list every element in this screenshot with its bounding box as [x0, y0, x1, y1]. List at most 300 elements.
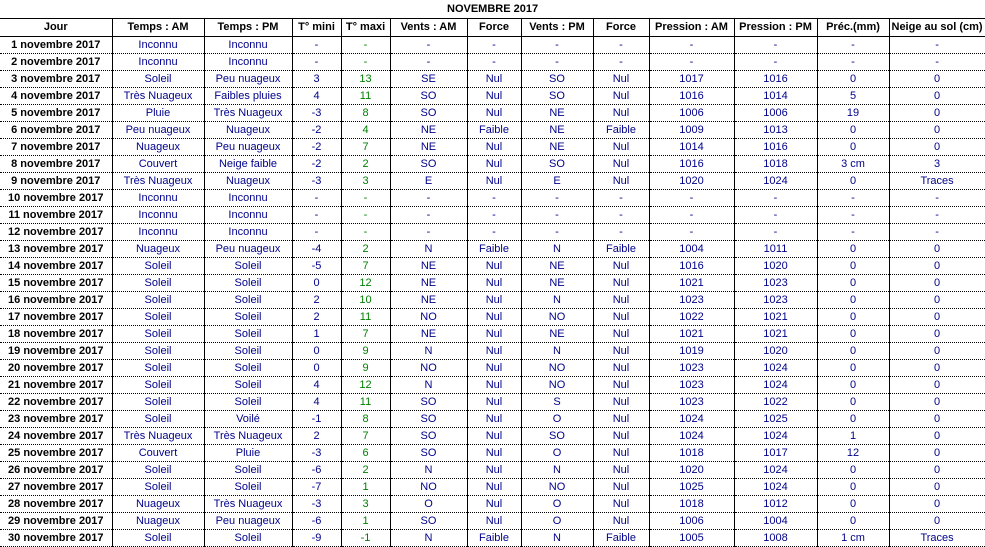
cell-weather-am: Très Nuageux [112, 88, 204, 105]
table-row [0, 173, 985, 190]
cell-pressure-am: 1023 [649, 292, 734, 309]
cell-wind-am: SO [390, 88, 467, 105]
cell-pressure-pm: 1025 [734, 411, 817, 428]
cell-precip: 0 [817, 139, 889, 156]
table-row [0, 71, 985, 88]
cell-weather-am: Nuageux [112, 496, 204, 513]
cell-wind-am: NE [390, 326, 467, 343]
cell-day: 17 novembre 2017 [0, 309, 112, 326]
cell-snow: 0 [889, 496, 985, 513]
cell-force-pm: - [593, 207, 649, 224]
column-header-force-am: Force [467, 19, 521, 37]
cell-force-pm: Nul [593, 258, 649, 275]
cell-force-am: Nul [467, 496, 521, 513]
cell-pressure-am: 1006 [649, 513, 734, 530]
table-row [0, 275, 985, 292]
cell-wind-pm: N [521, 462, 593, 479]
cell-weather-pm: Soleil [204, 309, 292, 326]
cell-pressure-am: 1022 [649, 309, 734, 326]
cell-wind-am: E [390, 173, 467, 190]
cell-temp-min: -3 [292, 105, 341, 122]
cell-snow: 0 [889, 479, 985, 496]
cell-temp-max: - [341, 37, 390, 54]
cell-force-pm: Nul [593, 479, 649, 496]
cell-day: 2 novembre 2017 [0, 54, 112, 71]
cell-temp-min: -4 [292, 241, 341, 258]
cell-precip: 0 [817, 122, 889, 139]
cell-weather-am: Nuageux [112, 513, 204, 530]
cell-weather-pm: Très Nuageux [204, 105, 292, 122]
cell-wind-am: - [390, 37, 467, 54]
cell-day: 8 novembre 2017 [0, 156, 112, 173]
cell-force-pm: Nul [593, 275, 649, 292]
cell-wind-pm: NE [521, 275, 593, 292]
table-row [0, 88, 985, 105]
cell-weather-pm: Inconnu [204, 190, 292, 207]
cell-temp-max: 12 [341, 377, 390, 394]
column-header-precip: Préc.(mm) [817, 19, 889, 37]
cell-snow: - [889, 37, 985, 54]
table-row [0, 411, 985, 428]
cell-weather-am: Inconnu [112, 37, 204, 54]
cell-temp-min: 4 [292, 377, 341, 394]
cell-wind-am: - [390, 54, 467, 71]
cell-day: 23 novembre 2017 [0, 411, 112, 428]
cell-force-pm: Nul [593, 71, 649, 88]
table-row [0, 122, 985, 139]
cell-pressure-am: - [649, 207, 734, 224]
cell-force-am: Nul [467, 343, 521, 360]
cell-wind-am: NE [390, 122, 467, 139]
cell-snow: 0 [889, 122, 985, 139]
cell-pressure-pm: - [734, 54, 817, 71]
cell-temp-min: -6 [292, 462, 341, 479]
cell-wind-pm: SO [521, 428, 593, 445]
cell-force-pm: Nul [593, 173, 649, 190]
cell-snow: 0 [889, 258, 985, 275]
cell-pressure-pm: 1024 [734, 173, 817, 190]
cell-temp-max: 11 [341, 309, 390, 326]
cell-temp-max: 9 [341, 360, 390, 377]
cell-pressure-am: 1005 [649, 530, 734, 547]
cell-snow: 0 [889, 394, 985, 411]
cell-precip: 1 [817, 428, 889, 445]
cell-temp-max: 12 [341, 275, 390, 292]
cell-wind-am: N [390, 377, 467, 394]
cell-wind-pm: SO [521, 88, 593, 105]
cell-temp-min: -3 [292, 496, 341, 513]
cell-weather-am: Soleil [112, 309, 204, 326]
cell-temp-max: 1 [341, 513, 390, 530]
column-header-pressure-am: Pression : AM [649, 19, 734, 37]
cell-force-pm: Faible [593, 122, 649, 139]
table-row [0, 326, 985, 343]
cell-weather-pm: Soleil [204, 377, 292, 394]
cell-weather-pm: Soleil [204, 258, 292, 275]
cell-day: 5 novembre 2017 [0, 105, 112, 122]
cell-weather-am: Pluie [112, 105, 204, 122]
cell-temp-max: 3 [341, 173, 390, 190]
cell-pressure-am: 1020 [649, 173, 734, 190]
cell-weather-pm: Très Nuageux [204, 496, 292, 513]
cell-wind-pm: O [521, 513, 593, 530]
cell-pressure-pm: 1014 [734, 88, 817, 105]
table-row [0, 224, 985, 241]
cell-snow: Traces [889, 530, 985, 547]
cell-temp-min: 3 [292, 71, 341, 88]
cell-wind-am: SO [390, 411, 467, 428]
cell-weather-am: Soleil [112, 326, 204, 343]
cell-pressure-am: 1024 [649, 411, 734, 428]
cell-force-pm: Nul [593, 105, 649, 122]
table-row [0, 292, 985, 309]
cell-force-am: Nul [467, 411, 521, 428]
cell-force-pm: Nul [593, 139, 649, 156]
cell-force-pm: Nul [593, 360, 649, 377]
cell-weather-pm: Peu nuageux [204, 513, 292, 530]
cell-day: 29 novembre 2017 [0, 513, 112, 530]
cell-pressure-pm: 1020 [734, 343, 817, 360]
cell-wind-am: SO [390, 428, 467, 445]
cell-temp-min: -5 [292, 258, 341, 275]
cell-weather-pm: Soleil [204, 530, 292, 547]
cell-wind-am: - [390, 224, 467, 241]
cell-day: 10 novembre 2017 [0, 190, 112, 207]
cell-pressure-pm: 1012 [734, 496, 817, 513]
table-row [0, 360, 985, 377]
cell-precip: 0 [817, 343, 889, 360]
cell-temp-max: -1 [341, 530, 390, 547]
cell-weather-am: Soleil [112, 462, 204, 479]
cell-weather-am: Couvert [112, 445, 204, 462]
cell-pressure-pm: 1022 [734, 394, 817, 411]
cell-force-am: Nul [467, 139, 521, 156]
cell-day: 20 novembre 2017 [0, 360, 112, 377]
cell-wind-pm: N [521, 292, 593, 309]
cell-weather-pm: Peu nuageux [204, 71, 292, 88]
cell-force-am: - [467, 190, 521, 207]
cell-pressure-am: 1014 [649, 139, 734, 156]
cell-pressure-am: 1024 [649, 428, 734, 445]
cell-wind-am: SO [390, 156, 467, 173]
column-header-weather-pm: Temps : PM [204, 19, 292, 37]
cell-force-am: Nul [467, 462, 521, 479]
cell-pressure-am: 1021 [649, 275, 734, 292]
cell-precip: 0 [817, 377, 889, 394]
cell-temp-max: 4 [341, 122, 390, 139]
cell-pressure-am: 1004 [649, 241, 734, 258]
cell-weather-am: Nuageux [112, 139, 204, 156]
cell-weather-pm: Nuageux [204, 122, 292, 139]
cell-temp-min: -3 [292, 445, 341, 462]
cell-pressure-am: - [649, 190, 734, 207]
cell-weather-am: Couvert [112, 156, 204, 173]
cell-temp-max: 10 [341, 292, 390, 309]
column-header-day: Jour [0, 19, 112, 37]
cell-day: 11 novembre 2017 [0, 207, 112, 224]
cell-force-pm: Nul [593, 411, 649, 428]
cell-force-am: Nul [467, 428, 521, 445]
cell-wind-am: SO [390, 513, 467, 530]
cell-pressure-am: 1025 [649, 479, 734, 496]
cell-day: 1 novembre 2017 [0, 37, 112, 54]
sheet-title: NOVEMBRE 2017 [0, 0, 985, 19]
cell-wind-pm: - [521, 190, 593, 207]
cell-day: 30 novembre 2017 [0, 530, 112, 547]
cell-force-pm: Nul [593, 428, 649, 445]
cell-pressure-pm: 1021 [734, 309, 817, 326]
cell-weather-pm: Soleil [204, 326, 292, 343]
cell-temp-min: 0 [292, 360, 341, 377]
cell-weather-am: Soleil [112, 360, 204, 377]
cell-temp-min: 2 [292, 309, 341, 326]
cell-wind-am: NE [390, 292, 467, 309]
cell-pressure-am: - [649, 37, 734, 54]
cell-snow: 0 [889, 411, 985, 428]
cell-force-am: Nul [467, 326, 521, 343]
cell-snow: - [889, 224, 985, 241]
cell-wind-am: N [390, 462, 467, 479]
column-header-weather-am: Temps : AM [112, 19, 204, 37]
cell-day: 22 novembre 2017 [0, 394, 112, 411]
cell-pressure-pm: 1016 [734, 139, 817, 156]
cell-weather-pm: Soleil [204, 343, 292, 360]
cell-precip: 12 [817, 445, 889, 462]
cell-day: 14 novembre 2017 [0, 258, 112, 275]
cell-force-pm: - [593, 37, 649, 54]
cell-snow: 0 [889, 309, 985, 326]
cell-temp-min: -3 [292, 173, 341, 190]
cell-force-pm: Nul [593, 445, 649, 462]
title-row [0, 0, 985, 19]
cell-force-am: Faible [467, 241, 521, 258]
cell-wind-am: - [390, 207, 467, 224]
cell-snow: 0 [889, 343, 985, 360]
cell-precip: 0 [817, 173, 889, 190]
table-row [0, 343, 985, 360]
cell-weather-am: Inconnu [112, 190, 204, 207]
column-header-temp-min: T° mini [292, 19, 341, 37]
cell-temp-min: 2 [292, 428, 341, 445]
cell-pressure-pm: 1016 [734, 71, 817, 88]
cell-temp-max: 8 [341, 105, 390, 122]
cell-pressure-pm: 1024 [734, 462, 817, 479]
cell-pressure-pm: 1024 [734, 377, 817, 394]
cell-snow: 0 [889, 105, 985, 122]
cell-wind-pm: NE [521, 139, 593, 156]
cell-temp-min: -1 [292, 411, 341, 428]
table-row [0, 241, 985, 258]
cell-weather-am: Nuageux [112, 241, 204, 258]
cell-weather-pm: Neige faible [204, 156, 292, 173]
cell-pressure-am: 1023 [649, 377, 734, 394]
cell-wind-pm: O [521, 411, 593, 428]
cell-pressure-am: - [649, 224, 734, 241]
cell-pressure-am: 1020 [649, 462, 734, 479]
cell-force-am: Nul [467, 445, 521, 462]
cell-wind-pm: NO [521, 377, 593, 394]
cell-force-pm: Nul [593, 462, 649, 479]
cell-wind-am: N [390, 343, 467, 360]
cell-pressure-am: 1009 [649, 122, 734, 139]
cell-force-am: Nul [467, 309, 521, 326]
cell-precip: - [817, 54, 889, 71]
cell-day: 13 novembre 2017 [0, 241, 112, 258]
cell-weather-am: Soleil [112, 411, 204, 428]
cell-day: 24 novembre 2017 [0, 428, 112, 445]
cell-weather-pm: Soleil [204, 394, 292, 411]
cell-snow: 0 [889, 377, 985, 394]
cell-force-am: Nul [467, 88, 521, 105]
cell-force-pm: Nul [593, 292, 649, 309]
cell-wind-am: NE [390, 258, 467, 275]
cell-force-am: - [467, 37, 521, 54]
cell-snow: 0 [889, 326, 985, 343]
cell-temp-min: - [292, 224, 341, 241]
cell-temp-max: - [341, 207, 390, 224]
cell-wind-pm: - [521, 54, 593, 71]
table-row [0, 428, 985, 445]
cell-temp-min: -6 [292, 513, 341, 530]
cell-wind-am: NE [390, 275, 467, 292]
column-header-temp-max: T° maxi [341, 19, 390, 37]
cell-force-pm: - [593, 54, 649, 71]
cell-wind-pm: - [521, 37, 593, 54]
cell-temp-max: 7 [341, 139, 390, 156]
cell-temp-max: 13 [341, 71, 390, 88]
column-header-wind-pm: Vents : PM [521, 19, 593, 37]
cell-force-pm: - [593, 190, 649, 207]
cell-day: 25 novembre 2017 [0, 445, 112, 462]
cell-wind-am: SO [390, 105, 467, 122]
cell-snow: 0 [889, 445, 985, 462]
cell-temp-min: 2 [292, 292, 341, 309]
cell-temp-max: - [341, 54, 390, 71]
cell-day: 28 novembre 2017 [0, 496, 112, 513]
cell-force-pm: Faible [593, 530, 649, 547]
cell-snow: 0 [889, 88, 985, 105]
cell-precip: 3 cm [817, 156, 889, 173]
cell-pressure-pm: 1013 [734, 122, 817, 139]
cell-precip: 0 [817, 513, 889, 530]
cell-day: 4 novembre 2017 [0, 88, 112, 105]
cell-force-am: Nul [467, 377, 521, 394]
cell-snow: 0 [889, 71, 985, 88]
cell-temp-min: - [292, 54, 341, 71]
cell-pressure-am: 1016 [649, 156, 734, 173]
cell-temp-max: 9 [341, 343, 390, 360]
cell-precip: 0 [817, 71, 889, 88]
cell-pressure-am: 1023 [649, 394, 734, 411]
cell-snow: 0 [889, 275, 985, 292]
column-header-wind-am: Vents : AM [390, 19, 467, 37]
cell-weather-am: Soleil [112, 479, 204, 496]
cell-temp-min: 4 [292, 88, 341, 105]
cell-precip: 19 [817, 105, 889, 122]
cell-pressure-am: 1016 [649, 88, 734, 105]
cell-precip: 0 [817, 258, 889, 275]
table-row [0, 479, 985, 496]
cell-weather-pm: Peu nuageux [204, 241, 292, 258]
table-row [0, 530, 985, 547]
cell-wind-pm: NE [521, 105, 593, 122]
table-row [0, 496, 985, 513]
cell-precip: 0 [817, 360, 889, 377]
table-row [0, 309, 985, 326]
cell-weather-am: Très Nuageux [112, 428, 204, 445]
cell-pressure-am: - [649, 54, 734, 71]
cell-temp-max: 2 [341, 462, 390, 479]
table-row [0, 258, 985, 275]
cell-force-am: Nul [467, 513, 521, 530]
cell-weather-pm: Inconnu [204, 54, 292, 71]
cell-force-am: Nul [467, 292, 521, 309]
cell-pressure-am: 1017 [649, 71, 734, 88]
cell-temp-max: 2 [341, 156, 390, 173]
table-row [0, 513, 985, 530]
cell-snow: 0 [889, 428, 985, 445]
cell-wind-am: O [390, 496, 467, 513]
cell-snow: - [889, 54, 985, 71]
cell-weather-pm: Peu nuageux [204, 139, 292, 156]
cell-precip: - [817, 224, 889, 241]
cell-weather-pm: Soleil [204, 275, 292, 292]
cell-force-pm: Nul [593, 156, 649, 173]
cell-wind-am: NO [390, 479, 467, 496]
cell-force-pm: Nul [593, 513, 649, 530]
table-row [0, 54, 985, 71]
cell-force-am: Nul [467, 479, 521, 496]
cell-temp-min: - [292, 190, 341, 207]
cell-weather-pm: Faibles pluies [204, 88, 292, 105]
cell-temp-min: -2 [292, 122, 341, 139]
cell-force-am: - [467, 224, 521, 241]
column-header-pressure-pm: Pression : PM [734, 19, 817, 37]
cell-weather-pm: Inconnu [204, 37, 292, 54]
cell-force-am: - [467, 207, 521, 224]
cell-force-pm: Nul [593, 326, 649, 343]
cell-temp-min: 1 [292, 326, 341, 343]
cell-wind-pm: - [521, 207, 593, 224]
table-row [0, 139, 985, 156]
header-row [0, 19, 985, 37]
cell-precip: - [817, 37, 889, 54]
cell-pressure-pm: 1021 [734, 326, 817, 343]
cell-weather-pm: Soleil [204, 479, 292, 496]
cell-day: 18 novembre 2017 [0, 326, 112, 343]
cell-weather-am: Soleil [112, 258, 204, 275]
cell-temp-max: 1 [341, 479, 390, 496]
cell-temp-max: 8 [341, 411, 390, 428]
cell-pressure-pm: 1024 [734, 479, 817, 496]
cell-weather-am: Soleil [112, 292, 204, 309]
cell-wind-pm: N [521, 343, 593, 360]
cell-snow: 3 [889, 156, 985, 173]
cell-temp-min: 0 [292, 275, 341, 292]
cell-precip: 0 [817, 241, 889, 258]
cell-temp-min: -2 [292, 139, 341, 156]
cell-weather-pm: Très Nuageux [204, 428, 292, 445]
cell-temp-min: - [292, 207, 341, 224]
table-row [0, 37, 985, 54]
cell-temp-max: - [341, 190, 390, 207]
cell-snow: Traces [889, 173, 985, 190]
cell-precip: 1 cm [817, 530, 889, 547]
cell-precip: - [817, 207, 889, 224]
cell-force-am: Nul [467, 105, 521, 122]
cell-pressure-pm: 1004 [734, 513, 817, 530]
cell-force-pm: Nul [593, 309, 649, 326]
